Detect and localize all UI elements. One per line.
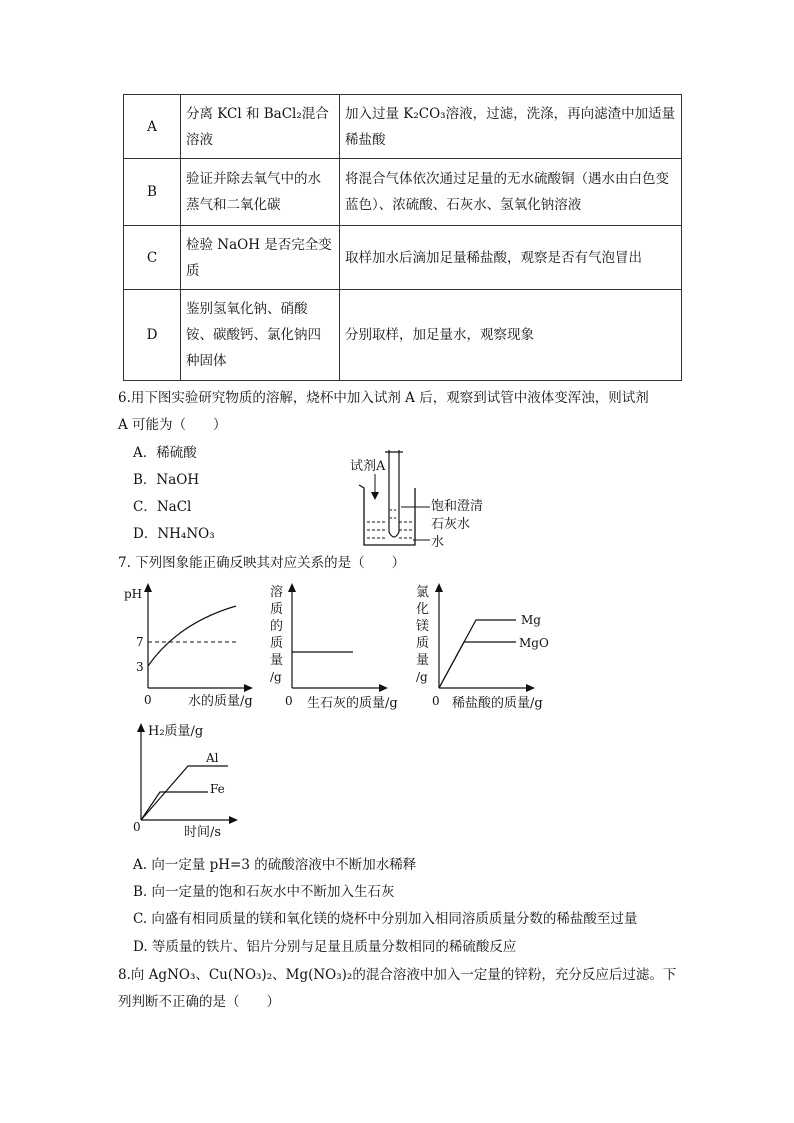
q6-option-a: A．稀硫酸 [133,445,197,461]
graph2-ylabel-char: 质 [270,636,284,651]
row-method: 取样加水后滴加足量稀盐酸，观察是否有气泡冒出 [340,226,682,290]
q7-option-b: B. 向一定量的饱和石灰水中不断加入生石灰 [133,884,395,900]
graph3-ylabel-char: 镁 [416,619,430,634]
mgo-line [439,642,516,688]
fe-line [141,792,208,820]
table-row [124,95,682,159]
beaker-figure [345,450,505,550]
graph3-ylabel-char: /g [416,670,428,684]
graph-mgcl2-mass [412,578,557,713]
graph4-origin: 0 [133,820,141,834]
graph1-ylabel: pH [124,587,143,601]
row-purpose: 检验 NaOH 是否完全变质 [181,226,340,290]
graph3-ylabel-char: 质 [416,636,430,651]
q8-stem-line2: 列判断不正确的是（ ） [118,994,280,1010]
y-arrow-icon [144,583,152,592]
table-row [124,159,682,226]
q6-option-b: B．NaOH [133,472,200,488]
graph-solute-mass [265,578,410,713]
graph2-ylabel-char: /g [270,670,282,684]
graph4-ylabel: H₂质量/g [148,724,204,739]
y-arrow-icon [435,583,443,592]
graph3-ylabel-char: 氯 [416,585,430,600]
graph-h2-mass [128,718,268,840]
x-arrow-icon [244,684,253,692]
q7-option-d: D. 等质量的铁片、铝片分别与足量且质量分数相同的稀硫酸反应 [133,939,517,955]
graph4-series1: Al [206,751,219,765]
y-arrow-icon [288,583,296,592]
graph2-origin: 0 [285,694,293,708]
graph3-xlabel: 稀盐酸的质量/g [452,696,543,711]
limewater-label-2: 石灰水 [431,517,471,532]
graph1-xlabel: 水的质量/g [188,694,253,709]
limewater-label-1: 饱和澄清 [431,499,484,514]
q6-option-c: C．NaCl [133,499,192,515]
q6-stem-line1: 6.用下图实验研究物质的溶解，烧杯中加入试剂 A 后，观察到试管中液体变浑浊，则试剂 [118,390,649,406]
graph1-tick3: 3 [136,660,144,674]
x-arrow-icon [526,684,535,692]
graph3-series1: Mg [521,613,541,627]
x-arrow-icon [229,816,238,824]
row-method: 分别取样，加足量水，观察现象 [340,290,682,381]
ph-curve [148,606,236,666]
graph1-origin: 0 [144,693,152,707]
water-hatch [367,522,413,538]
graph3-origin: 0 [432,694,440,708]
test-tube-icon [389,450,399,537]
graph-ph [118,578,263,713]
reagent-label: 试剂A [350,459,386,474]
graph4-xlabel: 时间/s [184,825,222,840]
q6-option-d: D．NH₄NO₃ [133,526,215,542]
table-row [124,226,682,290]
graph2-ylabel-char: 溶 [270,585,284,600]
row-label: C [124,226,181,290]
options-table [123,94,682,381]
graph1-tick7: 7 [136,635,144,649]
graph4-series2: Fe [210,782,225,796]
row-purpose: 验证并除去氧气中的水蒸气和二氧化碳 [181,159,340,226]
graph3-ylabel-char: 化 [416,602,430,617]
q6-stem-line2: A 可能为（ ） [118,417,227,433]
row-label: A [124,95,181,159]
row-method: 加入过量 K₂CO₃溶液，过滤，洗涤，再向滤渣中加适量稀盐酸 [340,95,682,159]
y-arrow-icon [137,723,145,732]
table-row [124,290,682,381]
graph2-ylabel-char: 质 [270,602,284,617]
row-label: B [124,159,181,226]
q7-option-c: C. 向盛有相同质量的镁和氧化镁的烧杯中分别加入相同溶质质量分数的稀盐酸至过量 [133,911,638,927]
row-method: 将混合气体依次通过足量的无水硫酸铜（遇水由白色变蓝色）、浓硫酸、石灰水、氢氧化钠溶液 [340,159,682,226]
graph3-series2: MgO [519,636,549,650]
arrow-head-icon [371,492,379,500]
row-purpose: 鉴别氢氧化钠、硝酸铵、碳酸钙、氯化钠四种固体 [181,290,340,381]
x-arrow-icon [379,684,388,692]
row-label: D [124,290,181,381]
q7-stem: 7. 下列图象能正确反映其对应关系的是（ ） [118,555,406,571]
row-purpose: 分离 KCl 和 BaCl₂混合溶液 [181,95,340,159]
graph2-xlabel: 生石灰的质量/g [307,696,398,711]
beaker-icon [359,485,415,545]
graph2-ylabel-char: 量 [270,653,284,668]
q7-option-a: A. 向一定量 pH=3 的硫酸溶液中不断加水稀释 [133,857,417,873]
water-label: 水 [431,535,445,550]
q8-stem-line1: 8.向 AgNO₃、Cu(NO₃)₂、Mg(NO₃)₂的混合溶液中加入一定量的锌粉，充分反应后过滤。下 [118,967,677,983]
graph2-ylabel-char: 的 [270,619,284,634]
mg-line [439,620,516,688]
graph3-ylabel-char: 量 [416,653,430,668]
